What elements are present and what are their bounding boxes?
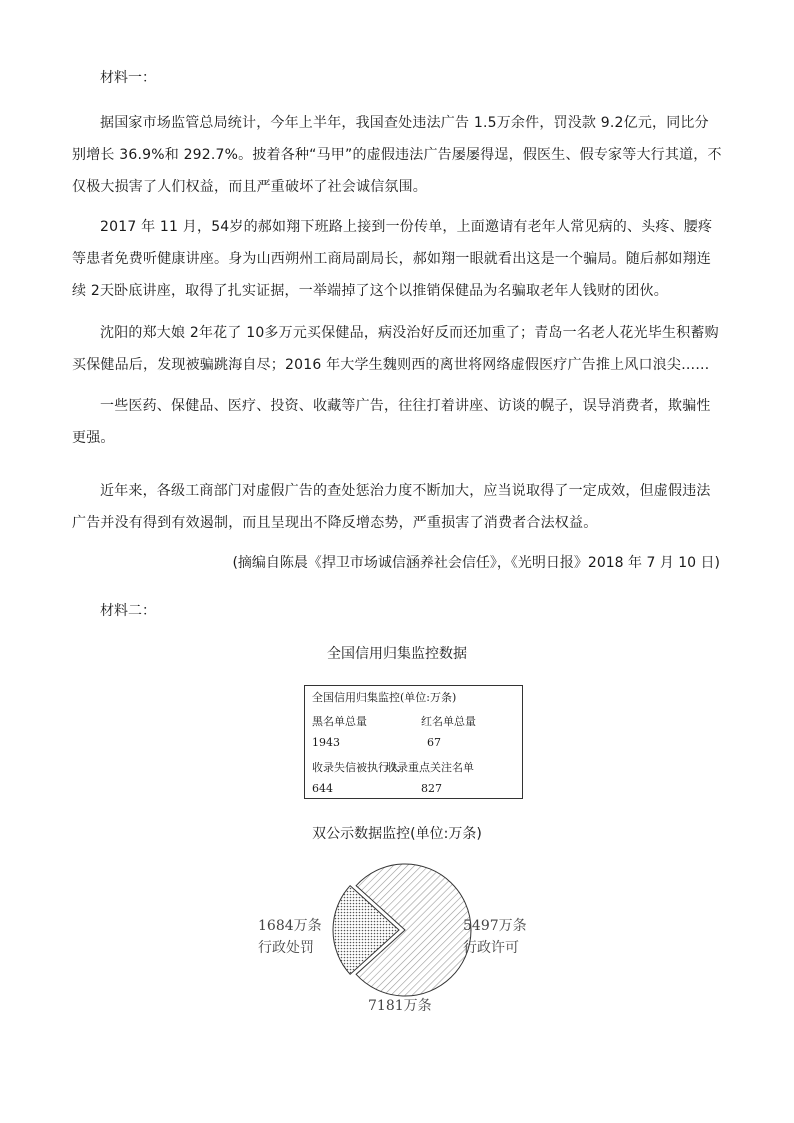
table-title: 全国信用归集监控数据 xyxy=(327,646,467,662)
slice-label-penalty xyxy=(258,915,322,959)
pie-chart xyxy=(250,860,550,1030)
material-two-heading: 材料二： xyxy=(100,603,156,619)
paragraph-1: 据国家市场监管总局统计，今年上半年，我国查处违法广告 1.5万余件，罚没款 9.2亿元，同比分别增长 36.9%和 292.7%。披着各种“马甲”的虚假违法广告屡屡得逞，假医生、假专家等大行其道，不仅极大损害了人们权益，而且严重破坏了社会诚信氛围。 xyxy=(72,115,722,195)
credit-data-table xyxy=(304,685,523,799)
paragraph-3: 沈阳的郑大娘 2年花了 10多万元买保健品，病没治好反而还加重了；青岛一名老人花光毕生积蓄购买保健品后，发现被骗跳海自尽；2016 年大学生魏则西的离世将网络虚假医疗广告推上风口浪尖…… xyxy=(72,325,719,373)
table-cell: 红名单总量 xyxy=(421,715,476,728)
table-cell: 644 xyxy=(312,782,333,795)
table-header: 全国信用归集监控(单位:万条) xyxy=(312,691,457,704)
table-cell: 1943 xyxy=(312,736,340,749)
chart-title: 双公示数据监控(单位:万条) xyxy=(312,826,482,842)
table-cell: 827 xyxy=(421,782,442,795)
paragraph-2: 2017 年 11 月，54岁的郝如翔下班路上接到一份传单，上面邀请有老年人常见病的、头疼、腰疼等患者免费听健康讲座。身为山西朔州工商局副局长，郝如翔一眼就看出这是一个骗局。随后郝如翔连续 2天卧底讲座，取得了扎实证据，一举端掉了这个以推销保健品为名骗取老年人钱财的团伙。 xyxy=(72,219,713,299)
paragraph-4: 一些医药、保健品、医疗、投资、收藏等广告，往往打着讲座、访谈的幌子，误导消费者，欺骗性更强。 xyxy=(72,398,711,446)
paragraph-5: 近年来，各级工商部门对虚假广告的查处惩治力度不断加大，应当说取得了一定成效，但虚假违法广告并没有得到有效遏制，而且呈现出不降反增态势，严重损害了消费者合法权益。 xyxy=(72,483,711,531)
source-citation: (摘编自陈晨《捍卫市场诚信涵养社会信任》，《光明日报》2018 年 7 月 10 日) xyxy=(232,555,720,571)
slice-name-license: 行政许可 xyxy=(463,940,519,956)
slice-value-penalty: 1684万条 xyxy=(258,918,322,934)
table-cell: 收录失信被执行人 xyxy=(312,761,400,774)
pie-total-label: 7181万条 xyxy=(368,998,432,1014)
slice-value-license: 5497万条 xyxy=(463,918,527,934)
material-one-heading: 材料一： xyxy=(100,70,156,86)
table-cell: 收录重点关注名单 xyxy=(386,761,474,774)
table-cell: 黑名单总量 xyxy=(312,715,367,728)
slice-name-penalty: 行政处罚 xyxy=(258,940,314,956)
table-cell: 67 xyxy=(427,736,441,749)
slice-label-license xyxy=(463,915,527,959)
